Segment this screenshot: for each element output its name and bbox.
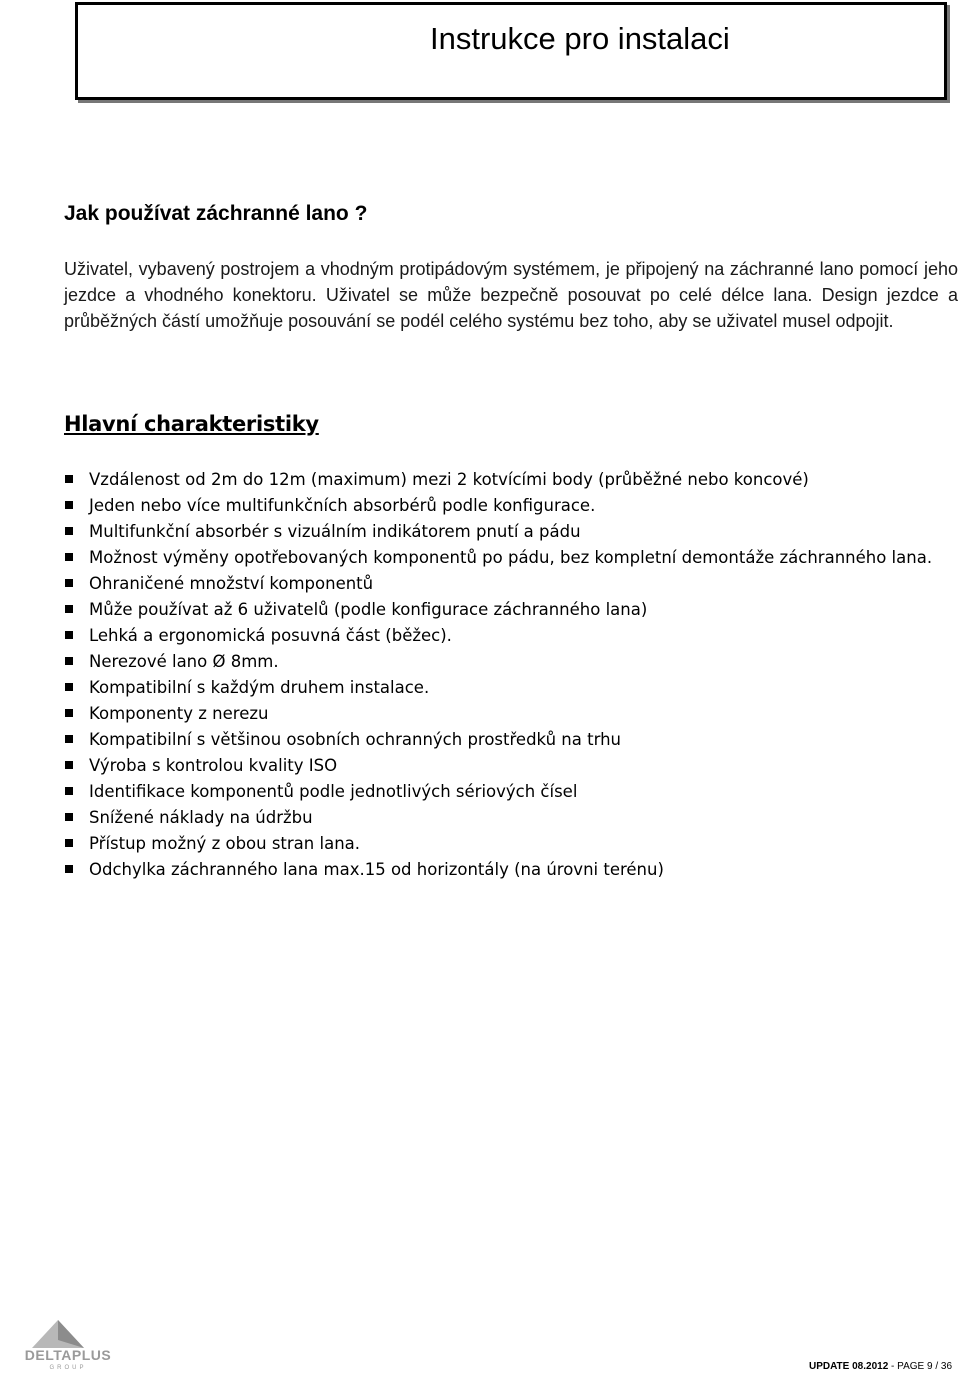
section-heading: Jak používat záchranné lano ?	[64, 202, 368, 225]
square-bullet-icon	[65, 475, 73, 483]
list-item: Komponenty z nerezu	[64, 701, 944, 727]
square-bullet-icon	[65, 631, 73, 639]
square-bullet-icon	[65, 683, 73, 691]
list-item: Vzdálenost od 2m do 12m (maximum) mezi 2 kotvícími body (průběžné nebo koncové)	[64, 467, 944, 493]
square-bullet-icon	[65, 527, 73, 535]
list-item: Odchylka záchranného lana max.15 od horizontály (na úrovni terénu)	[64, 857, 944, 883]
list-item: Možnost výměny opotřebovaných komponentů po pádu, bez kompletní demontáže záchranného lana.	[64, 545, 944, 571]
square-bullet-icon	[65, 787, 73, 795]
list-item: Jeden nebo více multifunkčních absorbérů podle konfigurace.	[64, 493, 944, 519]
list-item: Snížené náklady na údržbu	[64, 805, 944, 831]
square-bullet-icon	[65, 709, 73, 717]
square-bullet-icon	[65, 657, 73, 665]
list-item: Kompatibilní s každým druhem instalace.	[64, 675, 944, 701]
list-item: Nerezové lano Ø 8mm.	[64, 649, 944, 675]
title-box	[75, 2, 947, 100]
square-bullet-icon	[65, 735, 73, 743]
list-item: Přístup možný z obou stran lana.	[64, 831, 944, 857]
list-item: Identifikace komponentů podle jednotlivých sériových čísel	[64, 779, 944, 805]
square-bullet-icon	[65, 839, 73, 847]
deltaplus-logo	[8, 1318, 128, 1370]
intro-paragraph: Uživatel, vybavený postrojem a vhodným protipádovým systémem, je připojený na záchranné lano pomocí jeho jezdce a vhodného konektoru. Uživatel se může bezpečně posouvat po celé délce lana. Design jezdce a průběžných částí umožňuje posouvání se podél celého systému bez toho, aby se uživatel musel odpojit.	[64, 259, 958, 331]
square-bullet-icon	[65, 501, 73, 509]
features-heading: Hlavní charakteristiky	[64, 412, 319, 436]
square-bullet-icon	[65, 553, 73, 561]
square-bullet-icon	[65, 813, 73, 821]
features-list	[64, 467, 944, 883]
update-label: UPDATE 08.2012	[808, 1361, 889, 1372]
square-bullet-icon	[65, 761, 73, 769]
list-item: Ohraničené množství komponentů	[64, 571, 944, 597]
square-bullet-icon	[65, 605, 73, 613]
square-bullet-icon	[65, 579, 73, 587]
svg-text:DELTAPLUS: DELTAPLUS	[24, 1347, 112, 1363]
page-title: Instrukce pro instalaci	[430, 21, 730, 56]
page-footer	[809, 1361, 952, 1372]
list-item: Kompatibilní s většinou osobních ochranných prostředků na trhu	[64, 727, 944, 753]
list-item: Může používat až 6 uživatelů (podle konfigurace záchranného lana)	[64, 597, 944, 623]
svg-text:GROUP: GROUP	[49, 1365, 87, 1370]
list-item: Lehká a ergonomická posuvná část (běžec).	[64, 623, 944, 649]
list-item: Multifunkční absorbér s vizuálním indikátorem pnutí a pádu	[64, 519, 944, 545]
page-number: - PAGE 9 / 36	[891, 1361, 952, 1372]
list-item: Výroba s kontrolou kvality ISO	[64, 753, 944, 779]
square-bullet-icon	[65, 865, 73, 873]
